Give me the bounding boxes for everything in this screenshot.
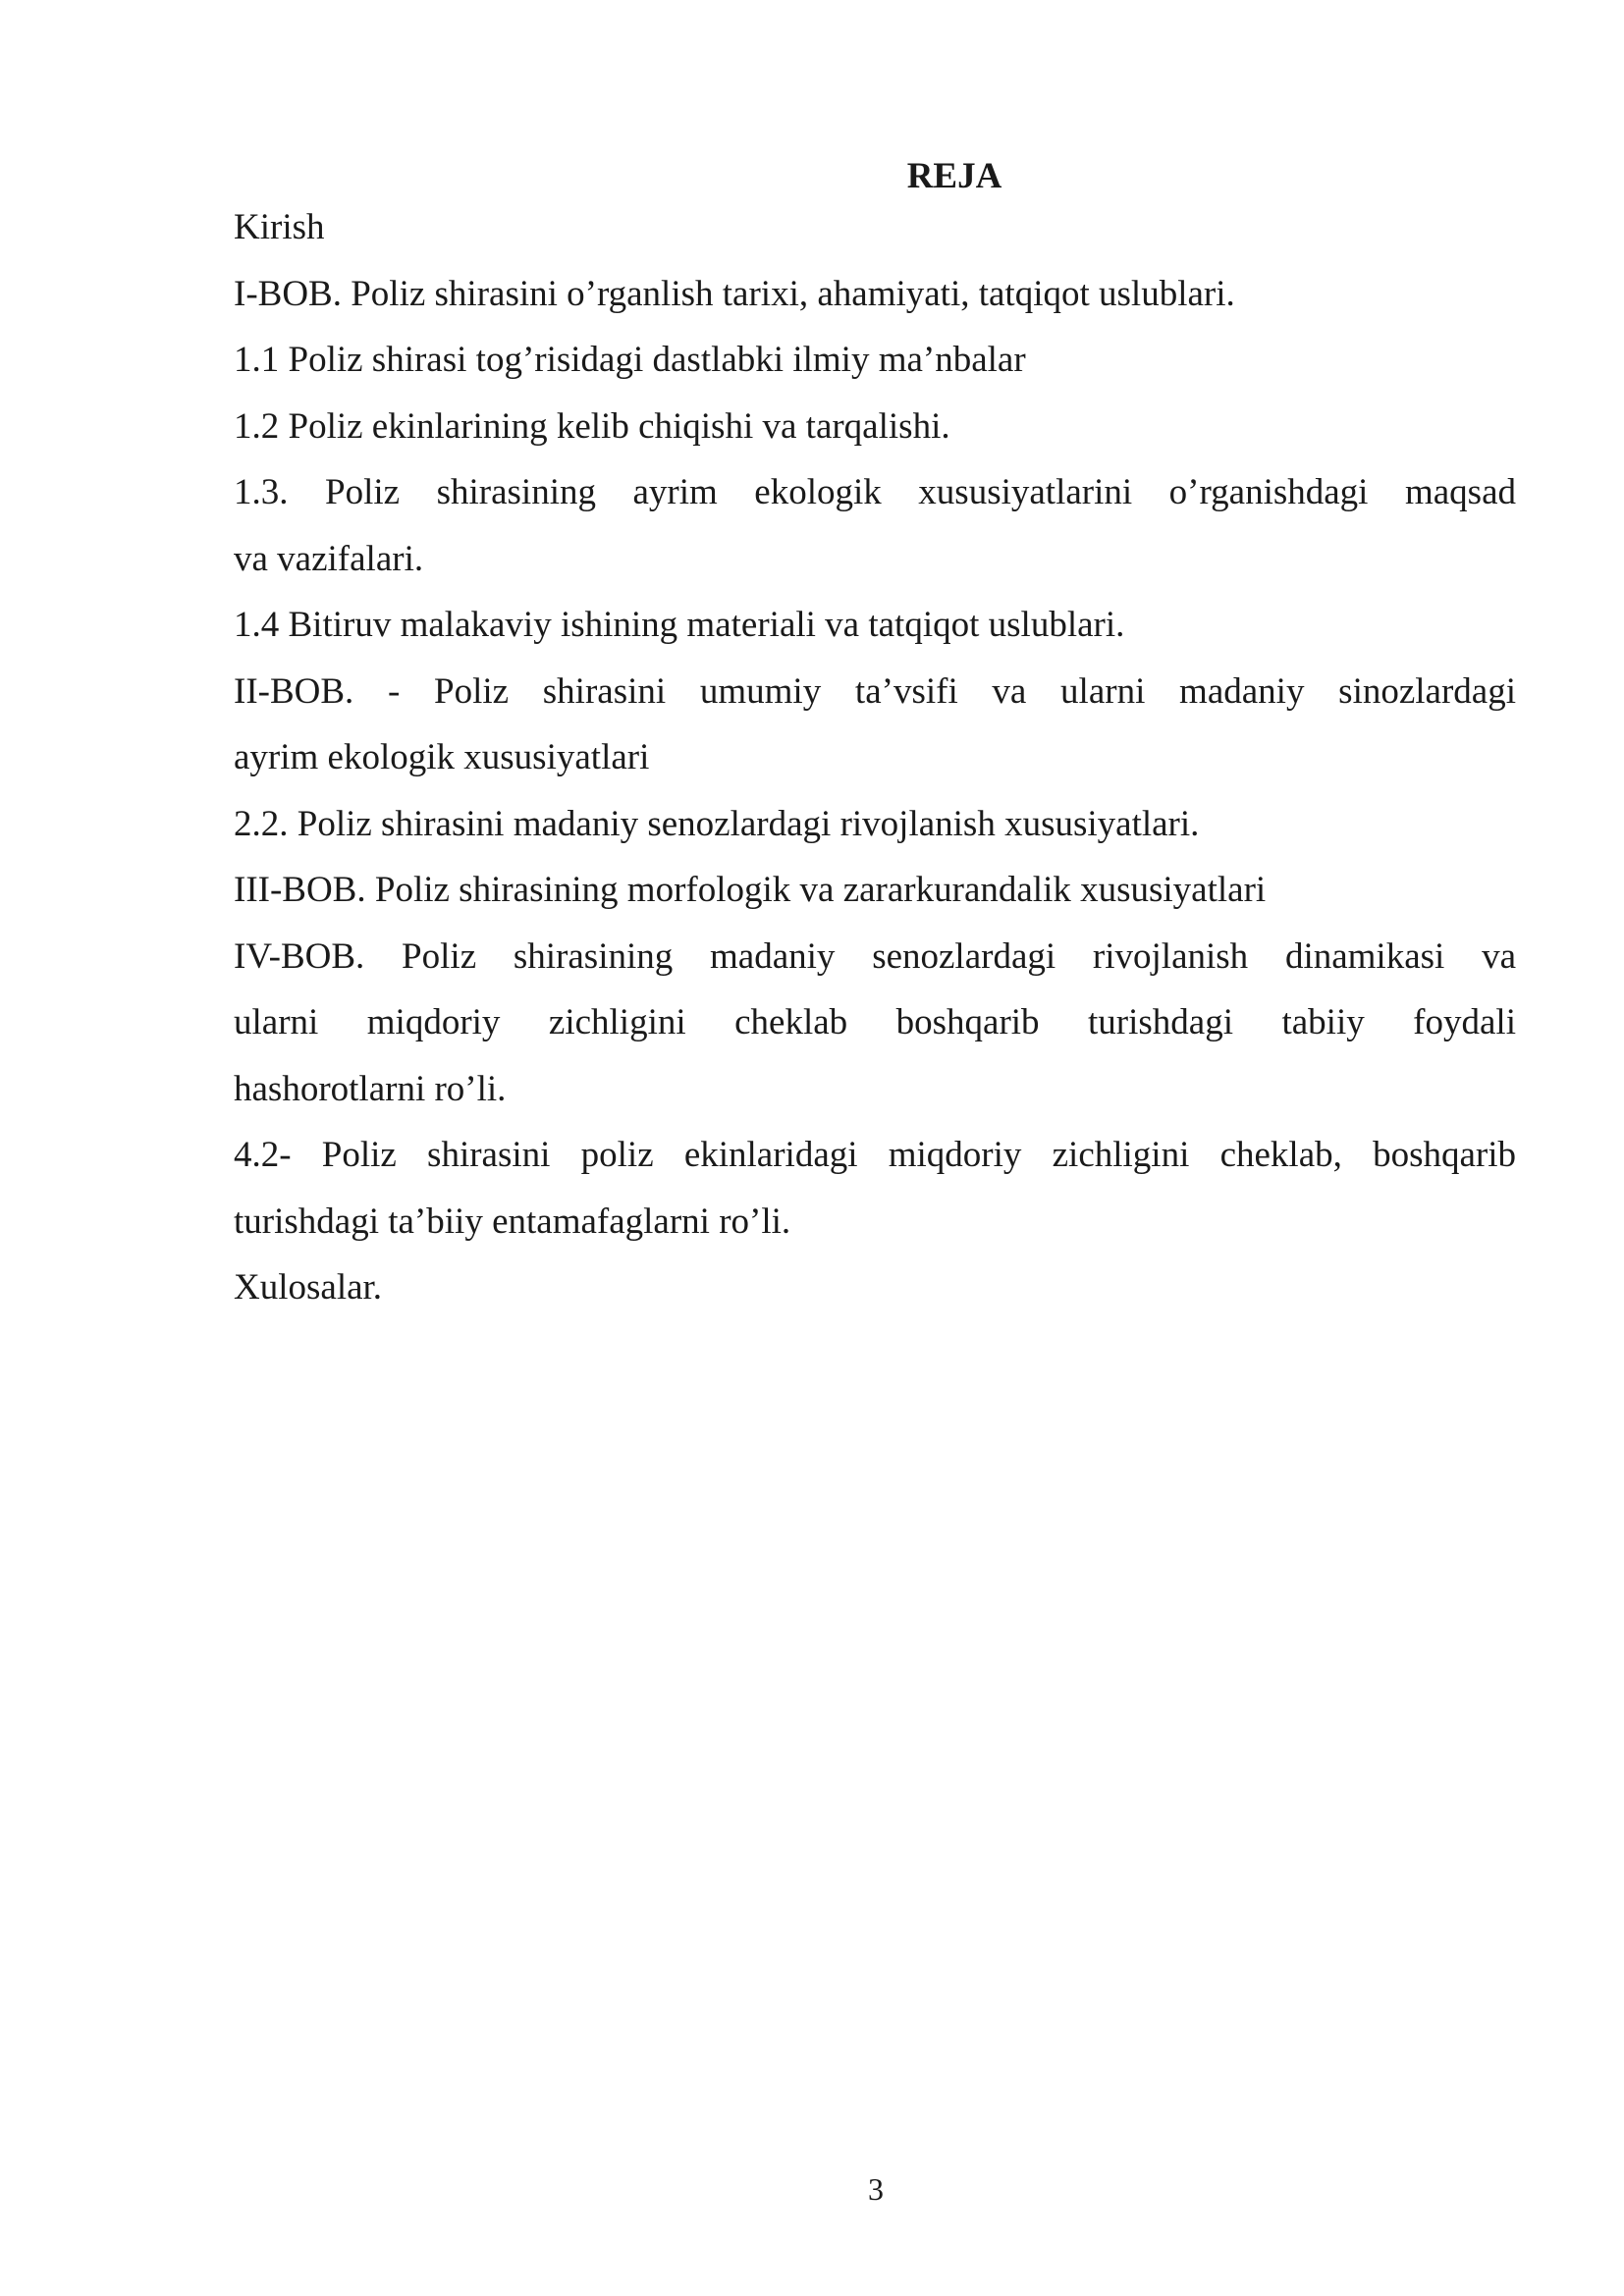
toc-line: ularni miqdoriy zichligini cheklab boshqarib turishdagi tabiiy foydali — [234, 1002, 1516, 1042]
toc-line: 2.2. Poliz shirasini madaniy senozlardagi rivojlanish xususiyatlari. — [234, 803, 1200, 844]
toc-line: va vazifalari. — [234, 538, 424, 579]
toc-line: 1.2 Poliz ekinlarining kelib chiqishi va tarqalishi. — [234, 405, 950, 447]
document-title: REJA — [906, 156, 1002, 196]
toc-line: Kirish — [234, 207, 325, 247]
page-number: 3 — [868, 2171, 884, 2207]
toc-line: hashorotlarni ro’li. — [234, 1068, 507, 1109]
table-of-contents — [234, 194, 1516, 1321]
toc-line: turishdagi ta’biiy entamafaglarni ro’li. — [234, 1201, 791, 1242]
toc-line: 1.1 Poliz shirasi tog’risidagi dastlabki ilmiy ma’nbalar — [234, 340, 1026, 380]
toc-line: III-BOB. Poliz shirasining morfologik va zararkurandalik xususiyatlari — [234, 870, 1267, 910]
toc-line: I-BOB. Poliz shirasini o’rganlish tarixi, ahamiyati, tatqiqot uslublari. — [234, 273, 1235, 314]
toc-line: II-BOB. - Poliz shirasini umumiy ta’vsifi va ularni madaniy sinozlardagi — [234, 670, 1516, 712]
toc-line: 1.4 Bitiruv malakaviy ishining materiali va tatqiqot uslublari. — [234, 605, 1125, 645]
toc-line: 1.3. Poliz shirasining ayrim ekologik xususiyatlarini o’rganishdagi maqsad — [234, 472, 1516, 512]
toc-line: Xulosalar. — [234, 1267, 383, 1308]
toc-line: IV-BOB. Poliz shirasining madaniy senozlardagi rivojlanish dinamikasi va — [234, 935, 1516, 977]
toc-line: 4.2- Poliz shirasini poliz ekinlaridagi miqdoriy zichligini cheklab, boshqarib — [234, 1135, 1516, 1175]
toc-line: ayrim ekologik xususiyatlari — [234, 737, 650, 777]
